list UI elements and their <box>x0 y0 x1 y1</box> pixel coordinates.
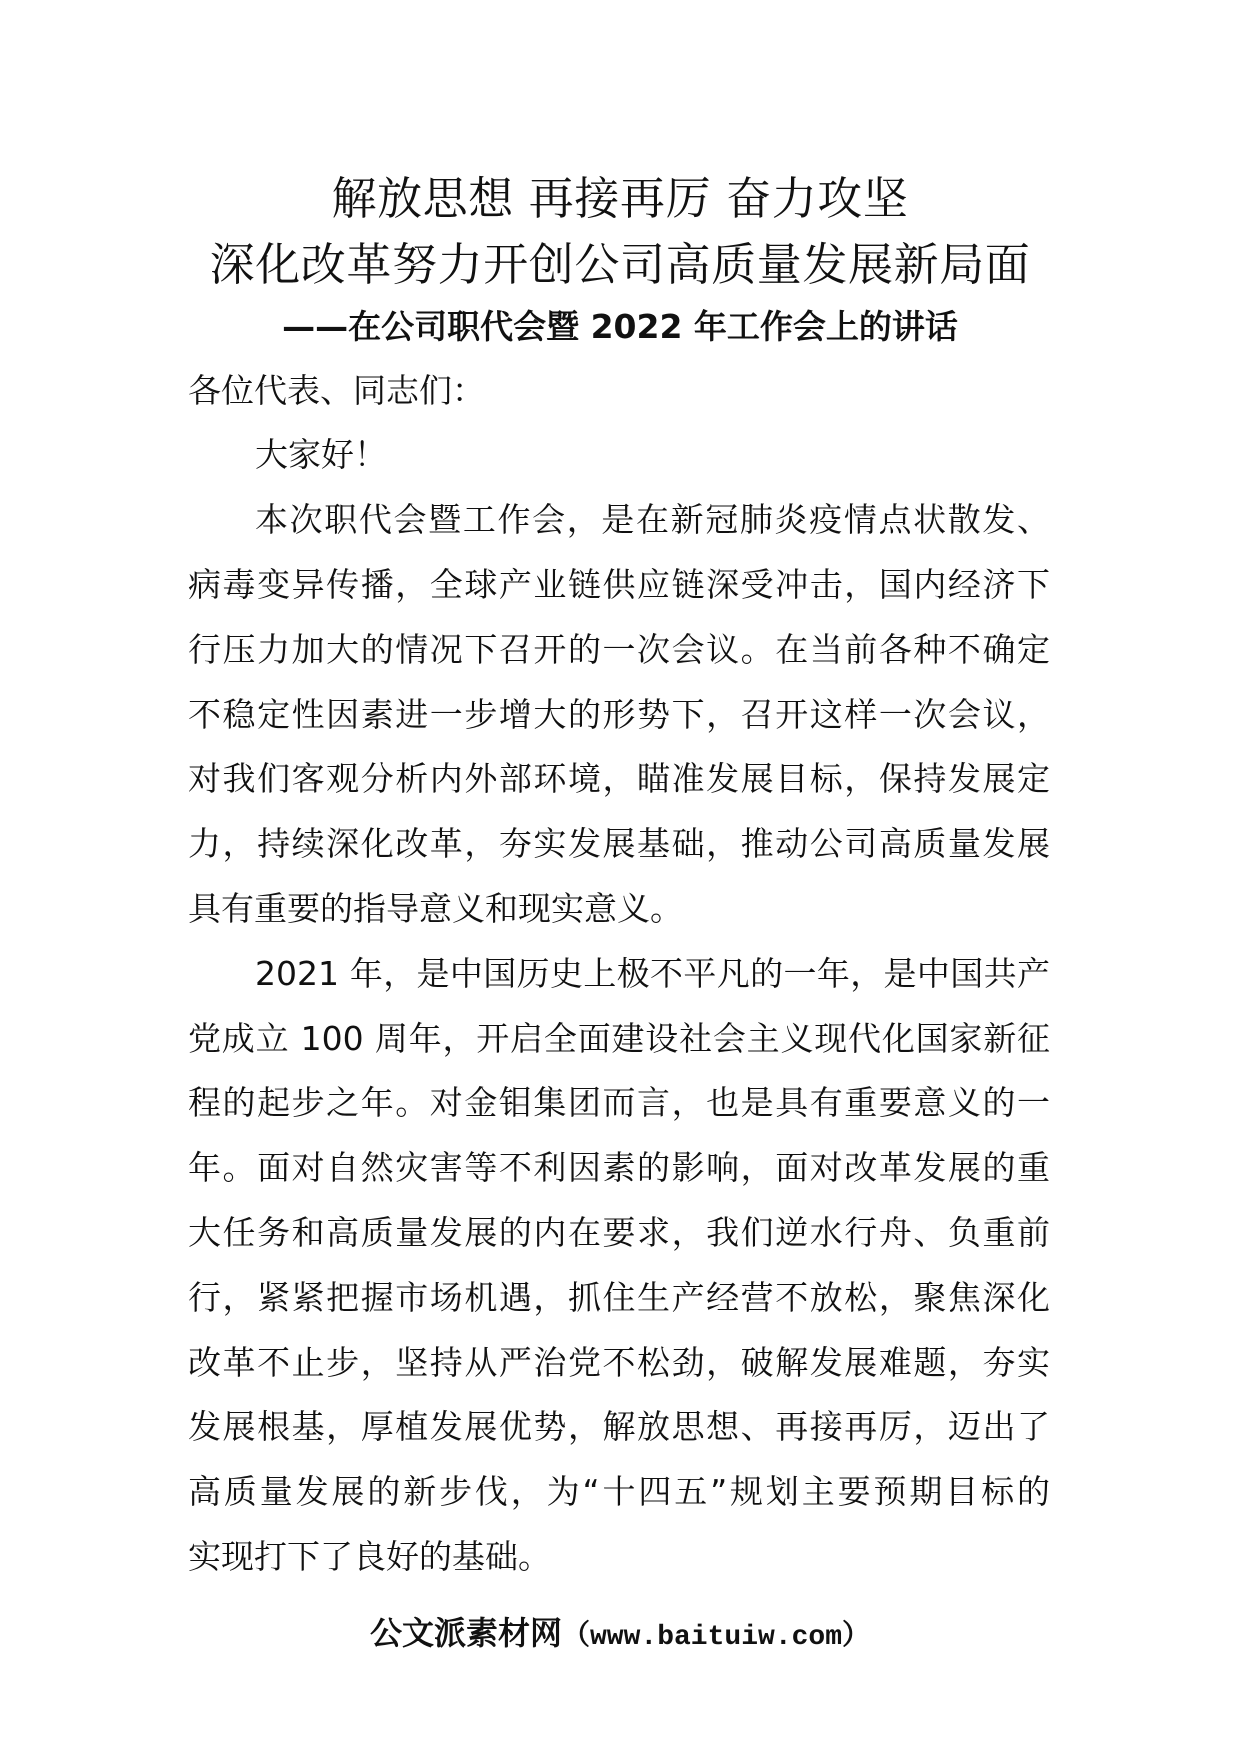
salutation: 各位代表、同志们： <box>188 370 485 410</box>
paragraph-line: 党成立 100 周年，开启全面建设社会主义现代化国家新征 <box>188 1018 1050 1058</box>
subtitle: ——在公司职代会暨 2022 年工作会上的讲话 <box>282 307 958 346</box>
paragraph-line: 行，紧紧把握市场机遇，抓住生产经营不放松，聚焦深化 <box>188 1277 1050 1317</box>
paragraph-line: 高质量发展的新步伐，为“十四五”规划主要预期目标的 <box>188 1472 1050 1512</box>
paragraph-line: 病毒变异传播，全球产业链供应链深受冲击，国内经济下 <box>188 564 1050 604</box>
paragraph-line: 具有重要的指导意义和现实意义。 <box>188 888 683 928</box>
greeting: 大家好！ <box>255 435 387 475</box>
paragraph-line: 大任务和高质量发展的内在要求，我们逆水行舟、负重前 <box>188 1212 1050 1252</box>
paragraph-line: 实现打下了良好的基础。 <box>188 1536 551 1576</box>
speech-body <box>188 359 1050 1590</box>
paragraph <box>188 942 1050 1590</box>
paragraph-line: 2021 年，是中国历史上极不平凡的一年，是中国共产 <box>255 953 1050 993</box>
paragraph-line: 发展根基，厚植发展优势，解放思想、再接再厉，迈出了 <box>188 1407 1050 1447</box>
title-line-2: 深化改革努力开创公司高质量发展新局面 <box>209 238 1031 291</box>
footer-url: （www.baituiw.com） <box>561 1622 871 1653</box>
paragraph <box>188 488 1050 942</box>
paragraph-line: 改革不止步，坚持从严治党不松劲，破解发展难题，夯实 <box>188 1342 1050 1382</box>
title-line-1: 解放思想 再接再厉 奋力攻坚 <box>331 172 909 225</box>
paragraph-line: 年。面对自然灾害等不利因素的影响，面对改革发展的重 <box>188 1148 1050 1188</box>
footer-site-name: 公文派素材网 <box>369 1614 562 1652</box>
paragraph-line: 对我们客观分析内外部环境，瞄准发展目标，保持发展定 <box>188 759 1050 799</box>
paragraph-line: 力，持续深化改革，夯实发展基础，推动公司高质量发展 <box>188 824 1050 864</box>
paragraph-line: 程的起步之年。对金钼集团而言，也是具有重要意义的一 <box>188 1083 1050 1123</box>
paragraph-line: 不稳定性因素进一步增大的形势下，召开这样一次会议， <box>188 694 1050 734</box>
title-block <box>0 166 1240 356</box>
paragraph-line: 行压力加大的情况下召开的一次会议。在当前各种不确定 <box>188 629 1050 669</box>
paragraph-line: 本次职代会暨工作会，是在新冠肺炎疫情点状散发、 <box>255 500 1050 540</box>
footer-watermark <box>0 1609 1240 1657</box>
